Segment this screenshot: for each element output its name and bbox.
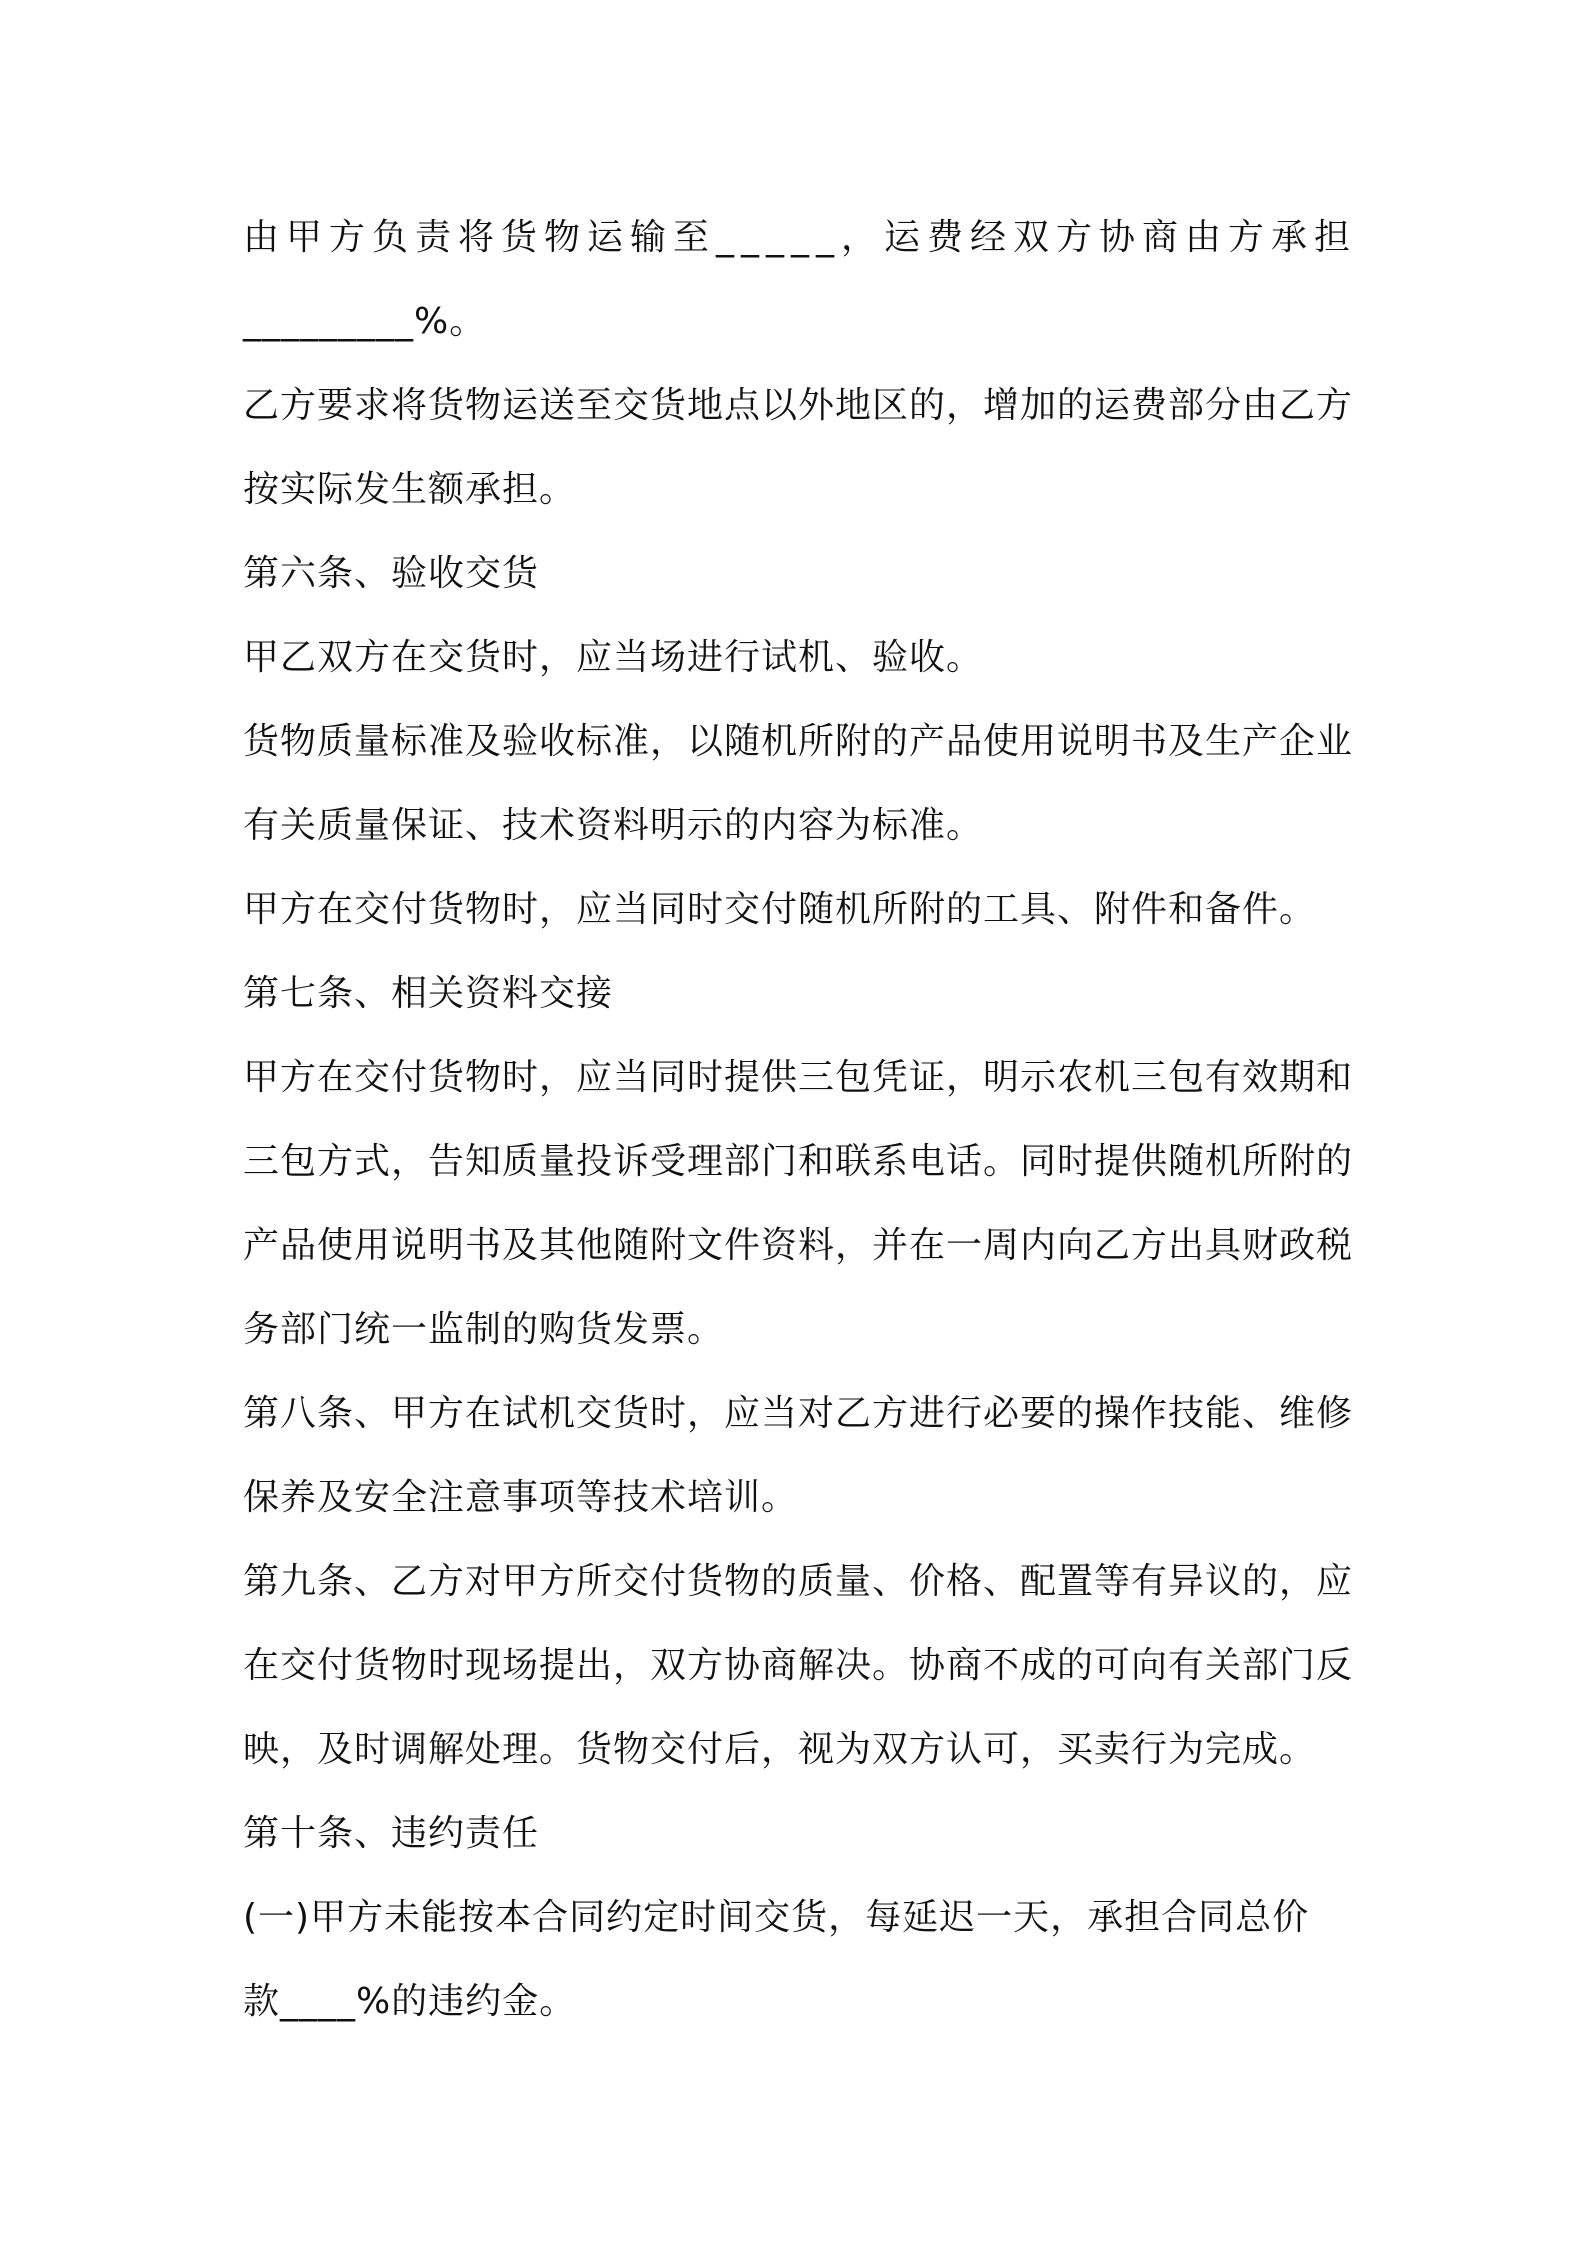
section-heading: 第八条、甲方在试机交货时，应当对乙方进行必要的操作技能、维修: [243, 1393, 1354, 1434]
text-line: 甲方在交付货物时，应当同时提供三包凭证，明示农机三包有效期和: [243, 1057, 1354, 1098]
document-body: [243, 196, 1358, 2044]
text-line: 货物质量标准及验收标准，以随机所附的产品使用说明书及生产企业: [243, 721, 1354, 762]
text-line: 乙方要求将货物运送至交货地点以外地区的，增加的运费部分由乙方: [243, 385, 1354, 426]
text-line: 保养及安全注意事项等技术培训。: [243, 1477, 799, 1518]
text-line: 务部门统一监制的购货发票。: [243, 1309, 725, 1350]
text-line: 由甲方负责将货物运输至_____，运费经双方协商由方承担: [243, 217, 1358, 258]
text-line: 甲方在交付货物时，应当同时交付随机所附的工具、附件和备件。: [243, 889, 1317, 930]
text-line: 三包方式，告知质量投诉受理部门和联系电话。同时提供随机所附的: [243, 1141, 1354, 1182]
text-line: 款____%的违约金。: [243, 1981, 577, 2022]
text-line: 甲乙双方在交货时，应当场进行试机、验收。: [243, 637, 984, 678]
section-heading: 第七条、相关资料交接: [243, 973, 614, 1014]
text-line: 映，及时调解处理。货物交付后，视为双方认可，买卖行为完成。: [243, 1729, 1317, 1770]
text-line: _________%。: [243, 301, 487, 342]
text-line: 产品使用说明书及其他随附文件资料，并在一周内向乙方出具财政税: [243, 1225, 1354, 1266]
text-line: (一)甲方未能按本合同约定时间交货，每延迟一天，承担合同总价: [243, 1897, 1310, 1938]
section-heading: 第十条、违约责任: [243, 1813, 540, 1854]
text-line: 按实际发生额承担。: [243, 469, 577, 510]
text-line: 在交付货物时现场提出，双方协商解决。协商不成的可向有关部门反: [243, 1645, 1354, 1686]
section-heading: 第九条、乙方对甲方所交付货物的质量、价格、配置等有异议的，应: [243, 1561, 1354, 1602]
section-heading: 第六条、验收交货: [243, 553, 540, 594]
text-line: 有关质量保证、技术资料明示的内容为标准。: [243, 805, 984, 846]
